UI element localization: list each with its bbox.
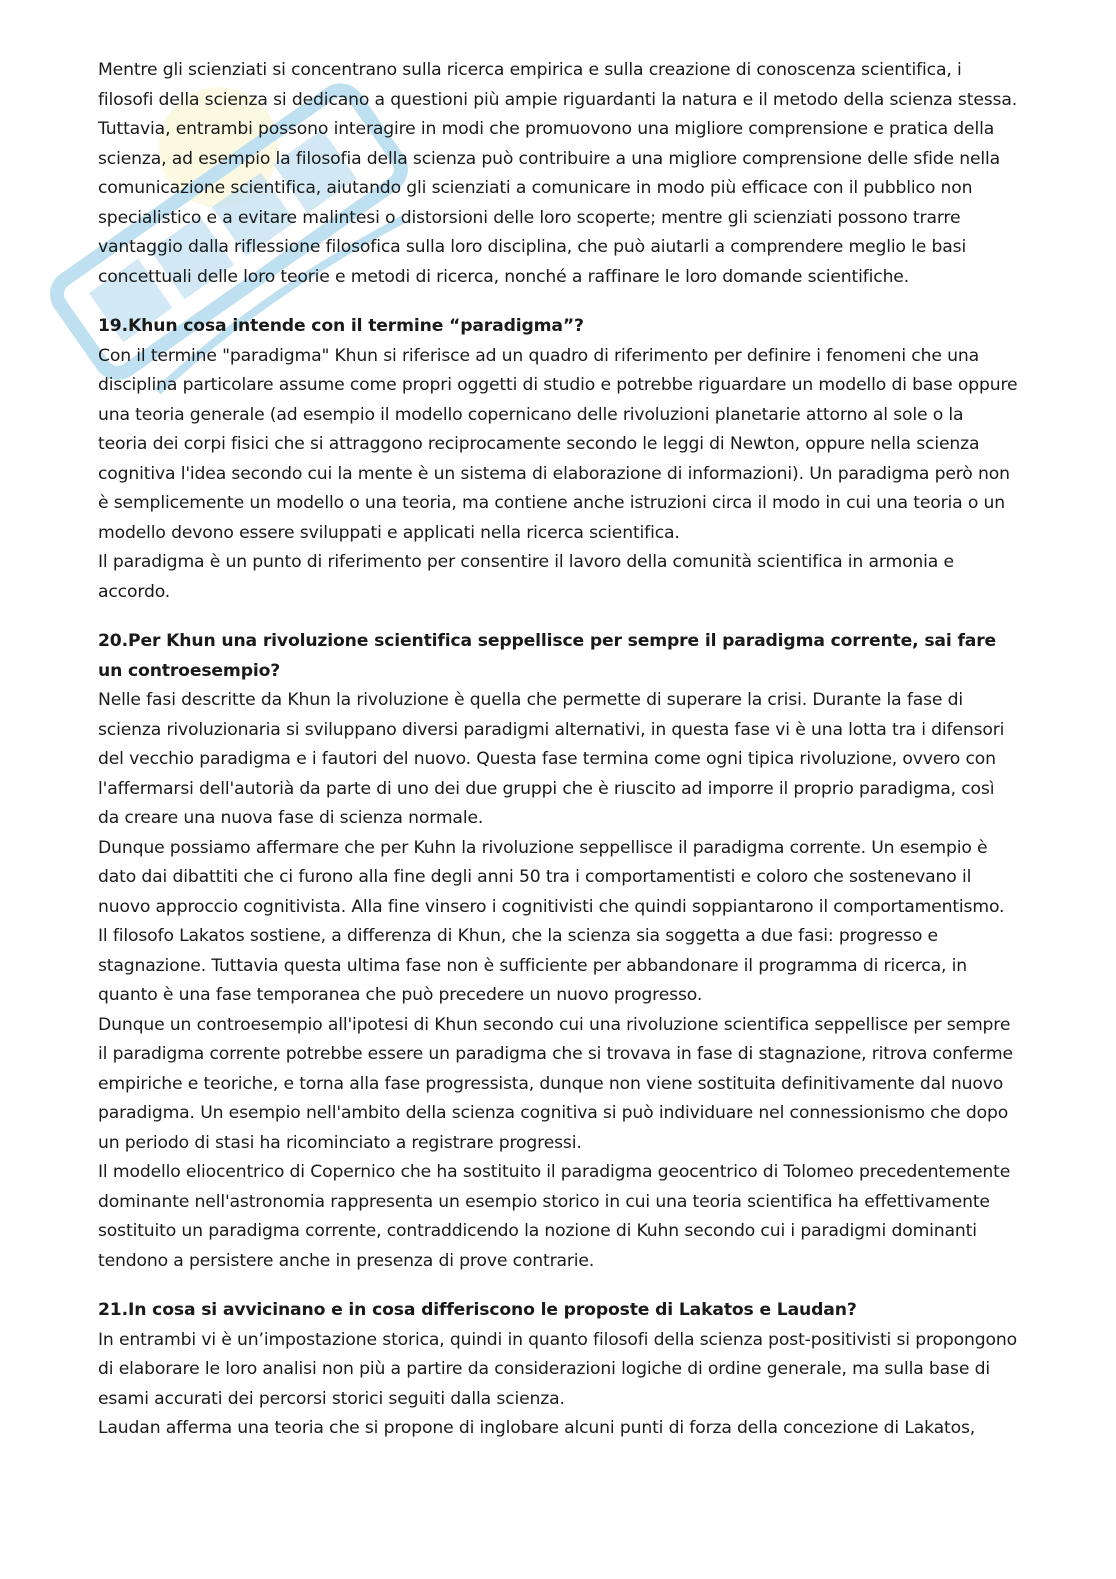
paragraph: In entrambi vi è un’impostazione storica, quindi in quanto filosofi della scienza post-positivisti si propongono di elaborare le loro analisi non più a partire da considerazioni logiche di ordine generale, ma sulla base di esami accurati dei percorsi storici seguiti dalla scienza. — [98, 1329, 1017, 1409]
section-heading: 19.Khun cosa intende con il termine “paradigma”? — [98, 316, 584, 336]
paragraph: Dunque possiamo affermare che per Kuhn la rivoluzione seppellisce il paradigma corrente. Un esempio è dato dai dibattiti che ci furono alla fine degli anni 50 tra i comportamentisti e coloro che sostenevano il nuovo approccio cognitivista. Alla fine vinsero i cognitivisti che quindi soppiantarono il comportamentismo. — [98, 837, 1005, 917]
paragraph: Il paradigma è un punto di riferimento per consentire il lavoro della comunità scientifica in armonia e accordo. — [98, 552, 954, 602]
paragraph: Dunque un controesempio all'ipotesi di Khun secondo cui una rivoluzione scientifica seppellisce per sempre il paradigma corrente potrebbe essere un paradigma che si trovava in fase di stagnazione, ritrova conferme empiriche e teoriche, e torna alla fase progressista, dunque non viene sostituita definitivamente dal nuovo paradigma. Un esempio nell'ambito della scienza cognitiva si può individuare nel connessionismo che dopo un periodo di stasi ha ricominciato a registrare progressi. — [98, 1014, 1013, 1153]
section-heading: 21.In cosa si avvicinano e in cosa differiscono le proposte di Lakatos e Laudan? — [98, 1300, 857, 1320]
paragraph: Il modello eliocentrico di Copernico che ha sostituito il paradigma geocentrico di Tolomeo precedentemente dominante nell'astronomia rappresenta un esempio storico in cui una teoria scientifica ha effettivamente sostituito un paradigma corrente, contraddicendo la nozione di Kuhn secondo cui i paradigmi dominanti tendono a persistere anche in presenza di prove contrarie. — [98, 1162, 1011, 1271]
paragraph: Laudan afferma una teoria che si propone di inglobare alcuni punti di forza della concezione di Lakatos, — [98, 1418, 976, 1438]
section-19 — [98, 312, 1018, 607]
paragraph: Il filosofo Lakatos sostiene, a differenza di Khun, che la scienza sia soggetta a due fasi: progresso e stagnazione. Tuttavia questa ultima fase non è sufficiente per abbandonare il programma di ricerca, in quanto è una fase temporanea che può precedere un nuovo progresso. — [98, 926, 968, 1005]
section-21 — [98, 1296, 1018, 1444]
document-page — [98, 56, 1018, 1444]
paragraph: Nelle fasi descritte da Khun la rivoluzione è quella che permette di superare la crisi. Durante la fase di scienza rivoluzionaria si sviluppano diversi paradigmi alternativi, in questa fase vi è una lotta tra i difensori del vecchio paradigma e i fautori del nuovo. Questa fase termina come ogni tipica rivoluzione, ovvero con l'affermarsi dell'autorià da parte di uno dei due gruppi che è riuscito ad imporre il proprio paradigma, così da creare una nuova fase di scienza normale. — [98, 690, 1005, 828]
section-heading: 20.Per Khun una rivoluzione scientifica seppellisce per sempre il paradigma corrente, sai fare un controesempio? — [98, 631, 997, 681]
intro-paragraph: Mentre gli scienziati si concentrano sulla ricerca empirica e sulla creazione di conoscenza scientifica, i filosofi della scienza si dedicano a questioni più ampie riguardanti la natura e il metodo della scienza stessa. Tuttavia, entrambi possono interagire in modi che promuovono una migliore comprensione e pratica della scienza, ad esempio la filosofia della scienza può contribuire a una migliore comprensione delle sfide nella comunicazione scientifica, aiutando gli scienziati a comunicare in modo più efficace con il pubblico non specialistico e a evitare malintesi o distorsioni delle loro scoperte; mentre gli scienziati possono trarre vantaggio dalla riflessione filosofica sulla loro disciplina, che può aiutarli a comprendere meglio le basi concettuali delle loro teorie e metodi di ricerca, nonché a raffinare le loro domande scientifiche. — [98, 60, 1018, 287]
paragraph: Con il termine "paradigma" Khun si riferisce ad un quadro di riferimento per definire i fenomeni che una disciplina particolare assume come propri oggetti di studio e potrebbe riguardare un modello di base oppure una teoria generale (ad esempio il modello copernicano delle rivoluzioni planetarie attorno al sole o la teoria dei corpi fisici che si attraggono reciprocamente secondo le leggi di Newton, oppure nella scienza cognitiva l'idea secondo cui la mente è un sistema di elaborazione di informazioni). Un paradigma però non è semplicemente un modello o una teoria, ma contiene anche istruzioni circa il modo in cui una teoria o un modello devono essere sviluppati e applicati nella ricerca scientifica. — [98, 345, 1018, 543]
section-20 — [98, 627, 1018, 1276]
